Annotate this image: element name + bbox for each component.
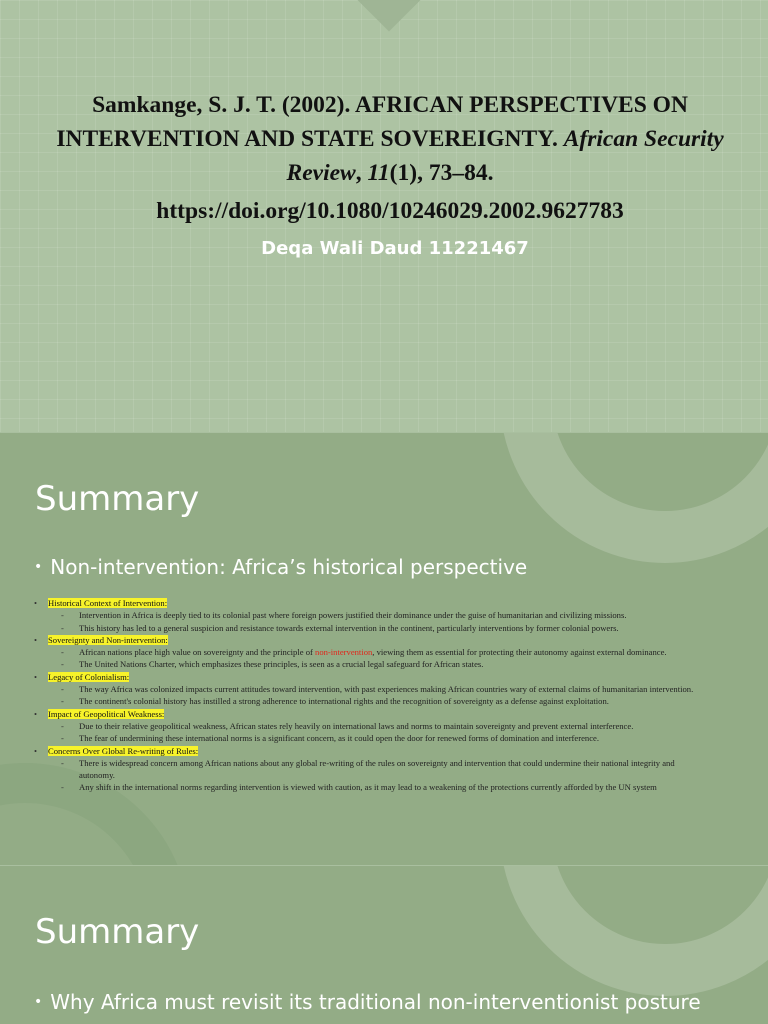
- citation-comma: ,: [355, 160, 368, 186]
- title-slide: [0, 0, 768, 432]
- sub-item: - The way Africa was colonized impacts current attitudes toward intervention, with past experiences making African countries wary of external claims of humanitarian intervention.: [32, 683, 712, 695]
- citation: [20, 88, 760, 190]
- journal-pages: (1), 73–84.: [389, 160, 494, 186]
- main-bullet-text: Non-intervention: Africa’s historical perspective: [50, 555, 528, 579]
- summary-slide-1: [0, 433, 768, 865]
- section-heading: [32, 745, 712, 757]
- red-keyword: non-intervention: [315, 647, 373, 658]
- highlighted-heading: Impact of Geopolitical Weakness:: [48, 708, 165, 719]
- bullet-icon: •: [34, 559, 43, 575]
- sub-item: - Intervention in Africa is deeply tied to its colonial past where foreign powers justified their dominance under the guise of humanitarian and civilizing missions.: [32, 609, 712, 621]
- sub-item: - This history has led to a general suspicion and resistance towards external intervention in the continent, particularly interventions by former colonial powers.: [32, 622, 712, 634]
- author-line: Deqa Wali Daud 11221467: [261, 238, 529, 259]
- decorative-ring: [500, 866, 768, 996]
- sub-item: - There is widespread concern among African nations about any global re-writing of the rules on sovereignty and intervention that could undermine their national integrity and autonomy.: [32, 757, 712, 782]
- sub-item: - The United Nations Charter, which emphasizes these principles, is seen as a crucial legal safeguard for African states.: [32, 658, 712, 670]
- detail-list: [32, 597, 712, 794]
- main-bullet: [34, 555, 527, 579]
- decorative-ring: [500, 433, 768, 563]
- journal-volume: 11: [367, 160, 390, 186]
- sub-item: - The fear of undermining these international norms is a significant concern, as it could open the door for renewed forms of domination and interference.: [32, 732, 712, 744]
- decorative-notch: [356, 0, 421, 32]
- highlighted-heading: Legacy of Colonialism:: [48, 671, 130, 682]
- section-heading: [32, 634, 712, 646]
- sub-item: - The continent's colonial history has instilled a strong adherence to international rights and the recognition of sovereignty as a defense against exploitation.: [32, 695, 712, 707]
- section-heading: [32, 671, 712, 683]
- bullet-icon: •: [34, 994, 43, 1010]
- section-heading: [32, 708, 712, 720]
- sub-item: - Due to their relative geopolitical weakness, African states rely heavily on international laws and norms to maintain sovereignty and prevent external interference.: [32, 720, 712, 732]
- highlighted-heading: Historical Context of Intervention:: [48, 598, 168, 608]
- section-heading: [32, 597, 712, 609]
- sub-item: - Any shift in the international norms regarding intervention is viewed with caution, as it may lead to a weakening of the protections currently afforded by the UN system: [32, 781, 712, 793]
- main-bullet: [34, 988, 768, 1019]
- slide-title: Summary: [35, 912, 200, 952]
- citation-text: Samkange, S. J. T. (2002). AFRICAN PERSPECTIVES ON INTERVENTION AND STATE SOVEREIGNTY.: [56, 92, 688, 152]
- doi-link[interactable]: https://doi.org/10.1080/10246029.2002.9627783: [156, 198, 624, 224]
- sub-item: [32, 646, 712, 658]
- summary-slide-2: [0, 866, 768, 1024]
- sub-item-text: African nations place high value on sovereignty and the principle of: [79, 647, 316, 658]
- journal-name: African Security Review: [286, 126, 724, 186]
- highlighted-heading: Concerns Over Global Re-writing of Rules:: [48, 745, 199, 756]
- main-bullet-text: Why Africa must revisit its traditional non-interventionist posture: [50, 990, 701, 1014]
- sub-item-text: , viewing them as essential for protecting their autonomy against external dominance.: [372, 647, 667, 658]
- highlighted-heading: Sovereignty and Non-intervention:: [48, 634, 168, 645]
- slide-title: Summary: [35, 479, 200, 519]
